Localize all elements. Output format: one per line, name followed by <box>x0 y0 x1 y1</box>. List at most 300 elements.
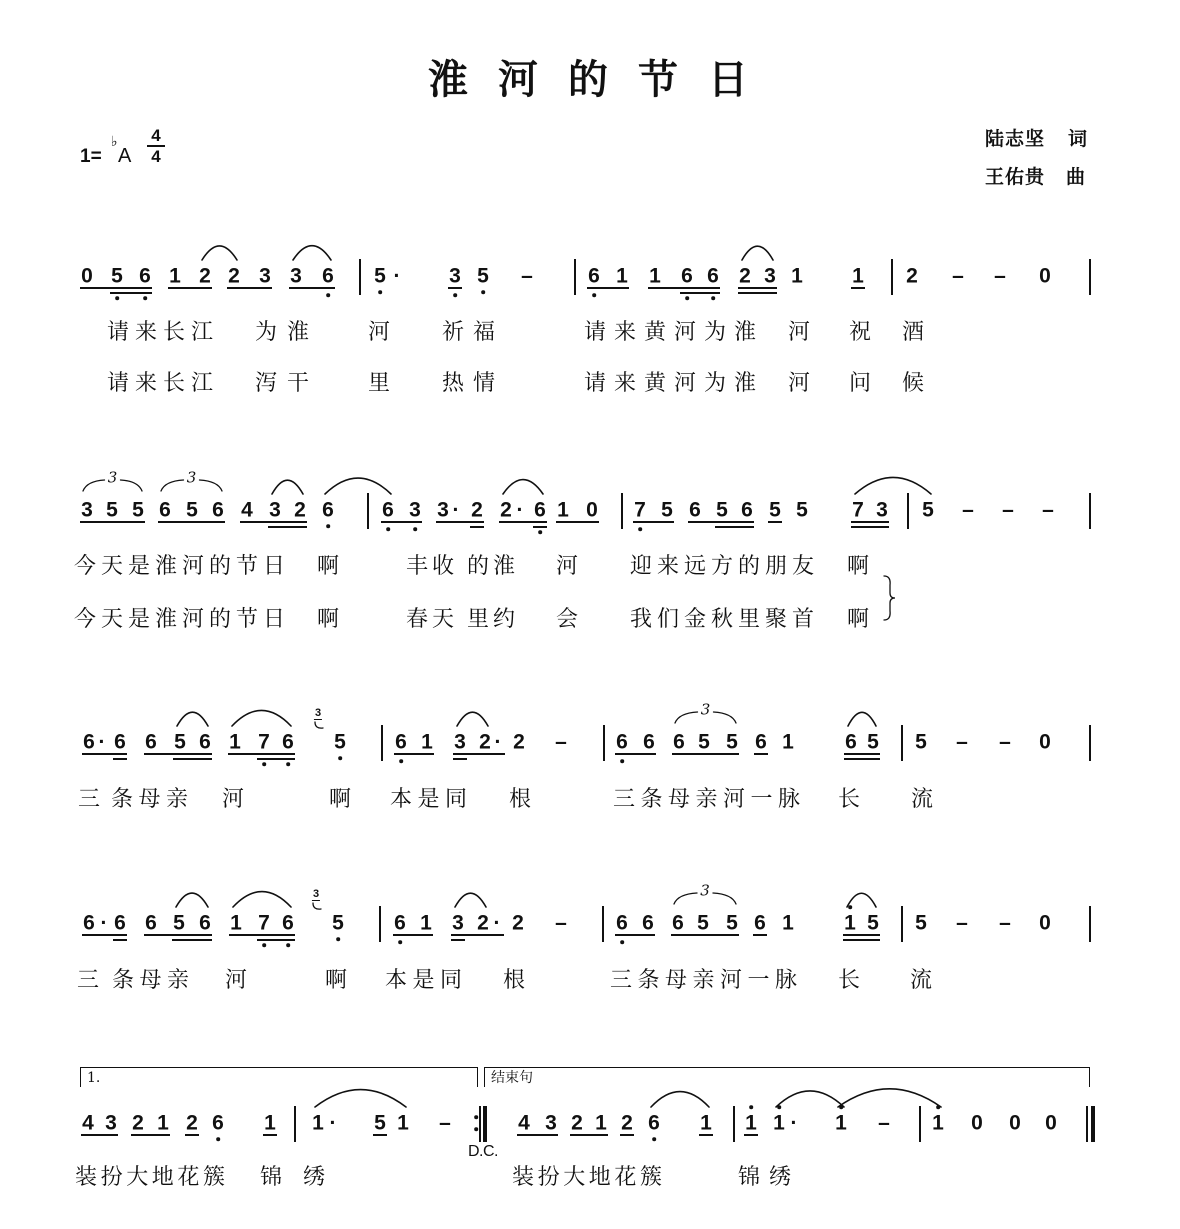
lyric-text: 长 <box>838 968 866 993</box>
note: 2 <box>294 498 306 522</box>
slur-arc <box>848 712 876 726</box>
note: 3 <box>290 264 302 288</box>
note: 6 <box>616 911 628 935</box>
note: 5 <box>726 911 738 935</box>
note: 3 <box>269 498 281 522</box>
slur-arc <box>293 246 331 260</box>
extension-dash: – <box>555 730 567 754</box>
barline <box>602 906 604 942</box>
lyric-text: 三条母亲河一脉 <box>613 787 806 812</box>
barline <box>574 259 576 295</box>
note: 2 <box>132 1111 144 1135</box>
note: 6 <box>616 730 628 754</box>
note: 2 <box>500 498 512 522</box>
augmentation-dot: · <box>452 498 460 522</box>
note: 2 <box>186 1111 198 1135</box>
note: 3 <box>259 264 271 288</box>
low-octave-dot <box>262 762 266 766</box>
note: 6 <box>845 730 857 754</box>
lyric-text: 泻干 <box>255 371 320 396</box>
note: 3 <box>409 498 421 522</box>
note: 5 <box>186 498 198 522</box>
lyric-text: 请来长江 <box>107 320 220 345</box>
note: 1 <box>852 264 864 288</box>
note: 5 <box>915 911 927 935</box>
lyric-text: 条母亲 <box>112 968 195 993</box>
extension-dash: – <box>999 911 1011 935</box>
note: 3 <box>81 498 93 522</box>
note: 6 <box>145 911 157 935</box>
barline <box>359 259 361 295</box>
slur-arc <box>455 893 486 907</box>
augmentation-dot: · <box>494 730 502 754</box>
augmentation-dot: · <box>329 1111 337 1135</box>
underline-beam <box>172 939 212 941</box>
lyric-text: 三 <box>78 787 106 812</box>
note: 6 <box>534 498 546 522</box>
note: 2 <box>228 264 240 288</box>
slur-arc <box>651 1092 709 1107</box>
note: 2 <box>199 264 211 288</box>
note: 6 <box>282 911 294 935</box>
slur-arc <box>315 1090 406 1107</box>
note: 5 <box>698 730 710 754</box>
low-octave-dot <box>711 296 715 300</box>
note: 1 <box>312 1111 324 1135</box>
lyric-text: 流 <box>911 787 939 812</box>
note: 1 <box>791 264 803 288</box>
note: 5 <box>374 1111 386 1135</box>
time-signature <box>147 127 165 165</box>
final-thick-bar <box>1091 1106 1095 1142</box>
rest-note: 0 <box>1039 730 1051 754</box>
extension-dash: – <box>956 911 968 935</box>
note: 6 <box>673 730 685 754</box>
note: 4 <box>518 1111 530 1135</box>
note: 1 <box>932 1111 944 1135</box>
note: 2 <box>479 730 491 754</box>
low-octave-dot <box>286 762 290 766</box>
time-signature-bottom: 4 <box>151 147 161 166</box>
note: 5 <box>661 498 673 522</box>
extension-dash: – <box>999 730 1011 754</box>
slur-arc <box>457 712 488 726</box>
note: 2 <box>477 911 489 935</box>
extension-dash: – <box>1002 498 1014 522</box>
note: 7 <box>258 730 270 754</box>
note: 6 <box>754 911 766 935</box>
underline-beam <box>470 526 484 528</box>
rest-note: 0 <box>971 1111 983 1135</box>
underline-beam <box>453 758 467 760</box>
note: 6 <box>145 730 157 754</box>
note: 6 <box>114 730 126 754</box>
lyric-text: 今天是淮河的节日 <box>74 554 291 579</box>
note: 5 <box>915 730 927 754</box>
low-octave-dot <box>413 527 417 531</box>
note: 6 <box>672 911 684 935</box>
underline-beam <box>113 939 127 941</box>
note: 6 <box>681 264 693 288</box>
note: 1 <box>420 911 432 935</box>
note: 5 <box>332 911 344 935</box>
volta-bracket-coda <box>484 1067 1090 1087</box>
extension-dash: – <box>994 264 1006 288</box>
rest-note: 0 <box>1039 264 1051 288</box>
barline <box>901 906 903 942</box>
barline <box>907 493 909 529</box>
key-tone: A <box>118 145 132 167</box>
lyric-text: 我们金秋里聚首 <box>630 607 820 632</box>
note: 1 <box>700 1111 712 1135</box>
note: 3 <box>876 498 888 522</box>
low-octave-dot <box>143 296 147 300</box>
note: 3 <box>449 264 461 288</box>
barline <box>379 906 381 942</box>
slur-arc <box>855 477 931 494</box>
note: 6 <box>282 730 294 754</box>
barline <box>381 725 383 761</box>
note: 5 <box>922 498 934 522</box>
barline <box>1089 725 1091 761</box>
extension-dash: – <box>439 1111 451 1135</box>
lyric-text: 装扮大地花簇 <box>75 1165 229 1190</box>
extension-dash: – <box>521 264 533 288</box>
triplet-arc <box>713 893 736 904</box>
slur-arc <box>776 1091 844 1107</box>
note: 1 <box>421 730 433 754</box>
slur-arc <box>503 480 543 494</box>
augmentation-dot: · <box>790 1111 798 1135</box>
underline-beam <box>110 292 152 294</box>
augmentation-dot: · <box>393 264 401 288</box>
slur-arc <box>272 480 303 494</box>
low-octave-dot <box>216 1137 220 1141</box>
repeat-dot <box>474 1115 478 1119</box>
lyric-text: 装扮大地花簇 <box>512 1165 666 1190</box>
triplet-label: 3 <box>700 881 710 900</box>
barline <box>1089 259 1091 295</box>
low-octave-dot <box>620 759 624 763</box>
extension-dash: – <box>952 264 964 288</box>
note: 2 <box>906 264 918 288</box>
triplet-arc <box>674 893 697 904</box>
note: 6 <box>643 730 655 754</box>
lyric-text: 三 <box>77 968 105 993</box>
composer-name: 王佑贵 <box>985 166 1046 188</box>
lyric-text: 请来长江 <box>107 371 220 396</box>
volta-label: 结束句 <box>491 1070 533 1086</box>
lyric-text: 丰收 <box>406 554 459 579</box>
lyric-text: 请来黄河为淮 <box>584 371 765 396</box>
note: 1 <box>745 1111 757 1135</box>
note: 5 <box>796 498 808 522</box>
high-octave-dot <box>839 1105 843 1109</box>
lyric-text: 啊 <box>329 787 357 812</box>
lyricist-role: 词 <box>1068 128 1089 150</box>
repeat-end-thin-bar <box>479 1106 481 1142</box>
note: 6 <box>707 264 719 288</box>
note: 3 <box>437 498 449 522</box>
low-octave-dot <box>592 293 596 297</box>
slur-arc <box>232 710 291 726</box>
note: 2 <box>739 264 751 288</box>
low-octave-dot <box>115 296 119 300</box>
rest-note: 0 <box>1009 1111 1021 1135</box>
volta-bracket-first-ending <box>80 1067 478 1087</box>
note: 6 <box>159 498 171 522</box>
note: 7 <box>852 498 864 522</box>
note: 1 <box>844 911 856 935</box>
note: 5 <box>769 498 781 522</box>
barline <box>621 493 623 529</box>
lyric-text: 河 <box>788 320 817 345</box>
rest-note: 0 <box>1039 911 1051 935</box>
lyric-text: 春天 <box>406 607 459 632</box>
note: 1 <box>229 730 241 754</box>
lyric-text: 啊 <box>847 607 875 632</box>
lyric-text: 请来黄河为淮 <box>584 320 765 345</box>
repeat-end-thick-bar <box>483 1106 487 1142</box>
barline <box>733 1106 735 1142</box>
low-octave-dot <box>326 293 330 297</box>
slur-arc <box>177 712 208 726</box>
note: 6 <box>212 498 224 522</box>
song-title: 淮河的节日 <box>428 57 778 103</box>
augmentation-dot: · <box>493 911 501 935</box>
note: 1 <box>264 1111 276 1135</box>
triplet-arc <box>161 480 184 491</box>
note: 6 <box>382 498 394 522</box>
lyric-text: 锦 <box>260 1165 286 1190</box>
underline-beam <box>715 526 754 528</box>
note: 5 <box>867 730 879 754</box>
lyric-text: 流 <box>910 968 938 993</box>
lyric-text: 候 <box>902 371 931 396</box>
barline <box>294 1106 296 1142</box>
low-octave-dot <box>685 296 689 300</box>
note: 6 <box>395 730 407 754</box>
note: 5 <box>477 264 489 288</box>
barline <box>1089 906 1091 942</box>
low-octave-dot <box>398 940 402 944</box>
note: 3 <box>452 911 464 935</box>
grace-tie-arc <box>315 722 323 728</box>
underline-beam <box>851 526 889 528</box>
low-octave-dot <box>378 290 382 294</box>
triplet-arc <box>200 480 223 491</box>
lyric-text: 三条母亲河一脉 <box>610 968 803 993</box>
barline <box>603 725 605 761</box>
note: 1 <box>773 1111 785 1135</box>
underline-beam <box>680 292 720 294</box>
lyric-text: 为淮 <box>255 320 320 345</box>
low-octave-dot <box>336 937 340 941</box>
note: 2 <box>513 730 525 754</box>
lyric-text: 酒 <box>902 320 931 345</box>
note: 5 <box>334 730 346 754</box>
note: 5 <box>726 730 738 754</box>
low-octave-dot <box>262 943 266 947</box>
barline <box>891 259 893 295</box>
lyric-text: 河 <box>222 787 250 812</box>
note: 1 <box>230 911 242 935</box>
note: 5 <box>697 911 709 935</box>
lyric-text: 河 <box>368 320 397 345</box>
grace-note: 3 <box>314 707 322 719</box>
low-octave-dot <box>538 530 542 534</box>
lyric-text: 今天是淮河的节日 <box>74 607 291 632</box>
slur-arc <box>325 478 391 494</box>
lyric-text: 长 <box>838 787 866 812</box>
barline <box>367 493 369 529</box>
note: 3 <box>545 1111 557 1135</box>
slur-arc <box>233 892 291 907</box>
low-octave-dot <box>326 524 330 528</box>
lyric-text: 条母亲 <box>111 787 194 812</box>
note: 6 <box>212 1111 224 1135</box>
note: 5 <box>173 911 185 935</box>
note: 2 <box>512 911 524 935</box>
note: 6 <box>114 911 126 935</box>
note: 7 <box>634 498 646 522</box>
note: 6 <box>648 1111 660 1135</box>
note: 3 <box>454 730 466 754</box>
note: 5 <box>867 911 879 935</box>
note: 5 <box>174 730 186 754</box>
low-octave-dot <box>638 527 642 531</box>
extension-dash: – <box>555 911 567 935</box>
grace-note: 3 <box>312 888 320 900</box>
repeat-dot <box>474 1127 478 1131</box>
triplet-label: 3 <box>700 700 711 719</box>
underline-beam <box>268 526 307 528</box>
triplet-label: 3 <box>107 468 118 487</box>
lyric-text: 里约 <box>467 607 520 632</box>
lyric-text: 啊 <box>317 607 345 632</box>
lyric-text: 啊 <box>325 968 353 993</box>
barline <box>1089 493 1091 529</box>
underline-beam <box>257 939 295 941</box>
lyric-text: 本是同 <box>390 787 473 812</box>
volta-label: 1. <box>87 1070 101 1086</box>
lyric-text: 问 <box>849 371 878 396</box>
note: 2 <box>621 1111 633 1135</box>
lyric-text: 绣 <box>303 1165 329 1190</box>
barline <box>919 1106 921 1142</box>
note: 1 <box>782 730 794 754</box>
note: 6 <box>322 264 334 288</box>
triplet-arc <box>83 480 105 491</box>
lyric-text: 河 <box>788 371 817 396</box>
note: 6 <box>755 730 767 754</box>
note: 6 <box>394 911 406 935</box>
note: 6 <box>588 264 600 288</box>
slur-arc <box>838 1089 941 1107</box>
lyric-text: 根 <box>509 787 537 812</box>
flat-icon: ♭ <box>111 134 118 150</box>
high-octave-dot <box>848 905 852 909</box>
note: 1 <box>157 1111 169 1135</box>
lyric-text: 祈福 <box>442 320 505 345</box>
note: 2 <box>471 498 483 522</box>
note: 3 <box>105 1111 117 1135</box>
triplet-label: 3 <box>186 468 197 487</box>
high-octave-dot <box>749 1105 753 1109</box>
note: 6 <box>741 498 753 522</box>
note: 5 <box>106 498 118 522</box>
low-octave-dot <box>453 293 457 297</box>
note: 1 <box>649 264 661 288</box>
underline-beam <box>173 758 212 760</box>
key-prefix: 1= <box>80 146 102 167</box>
lyric-text: 迎来远方的朋友 <box>630 554 820 579</box>
underline-beam <box>113 758 127 760</box>
slur-arc <box>202 246 237 260</box>
extension-dash: – <box>878 1111 890 1135</box>
da-capo-mark: D.C. <box>468 1143 498 1160</box>
note: 4 <box>241 498 253 522</box>
low-octave-dot <box>399 759 403 763</box>
lyric-text: 的淮 <box>467 554 520 579</box>
triplet-arc <box>675 712 698 723</box>
note: 5 <box>111 264 123 288</box>
triplet-arc <box>714 712 737 723</box>
lyric-text: 锦绣 <box>738 1165 801 1190</box>
extension-dash: – <box>956 730 968 754</box>
extension-dash: – <box>962 498 974 522</box>
note: 6 <box>199 730 211 754</box>
lyric-text: 本是同 <box>385 968 468 993</box>
note: 3 <box>764 264 776 288</box>
note: 5 <box>132 498 144 522</box>
low-octave-dot <box>338 756 342 760</box>
rest-note: 0 <box>586 498 598 522</box>
time-signature-top: 4 <box>151 126 161 145</box>
underline-beam <box>533 526 547 528</box>
composer-role: 曲 <box>1066 166 1087 188</box>
slur-arc <box>176 893 208 907</box>
verse-brace-icon <box>884 576 895 620</box>
lyric-text: 河 <box>225 968 253 993</box>
note: 1 <box>557 498 569 522</box>
note: 5 <box>716 498 728 522</box>
note: 1 <box>595 1111 607 1135</box>
note: 6 <box>83 730 95 754</box>
barline <box>901 725 903 761</box>
augmentation-dot: · <box>516 498 524 522</box>
note: 6 <box>139 264 151 288</box>
note: 6 <box>689 498 701 522</box>
grace-tie-arc <box>313 903 321 909</box>
note: 1 <box>397 1111 409 1135</box>
final-thin-bar <box>1086 1106 1088 1142</box>
note: 2 <box>571 1111 583 1135</box>
lyric-text: 里 <box>368 371 397 396</box>
note: 4 <box>82 1111 94 1135</box>
underline-beam <box>257 758 295 760</box>
note: 1 <box>169 264 181 288</box>
underline-beam <box>451 939 465 941</box>
low-octave-dot <box>620 940 624 944</box>
low-octave-dot <box>481 290 485 294</box>
note: 6 <box>83 911 95 935</box>
high-octave-dot <box>936 1105 940 1109</box>
augmentation-dot: · <box>98 730 106 754</box>
low-octave-dot <box>286 943 290 947</box>
note: 1 <box>616 264 628 288</box>
high-octave-dot <box>777 1105 781 1109</box>
